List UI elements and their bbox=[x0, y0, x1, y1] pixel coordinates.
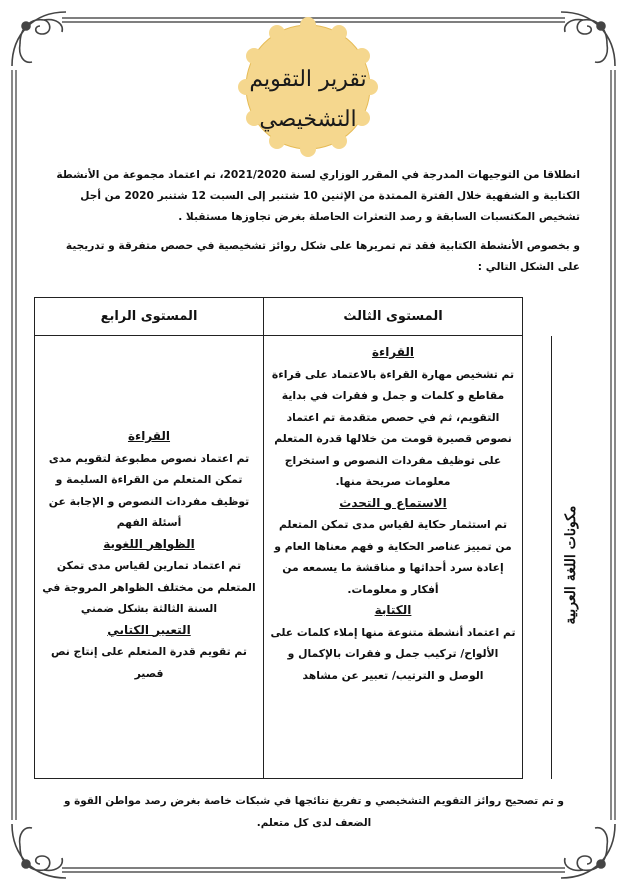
level3-writing-text: تم اعتماد أنشطة متنوعة منها إملاء كلمات على الألواح/ تركيب جمل و فقرات بالإكمال و الوصل و الترتيب/ تعبير عن مشاهد bbox=[270, 625, 516, 682]
level3-cell bbox=[264, 336, 523, 779]
level4-cell bbox=[35, 336, 264, 779]
intro-paragraph-1: انطلاقا من التوجيهات المدرجة في المقرر الوزاري لسنة 2021/2020، تم اعتماد مجموعة من الأنشطة الكتابية و الشفهية خلال الفترة الممتدة من الإثنين 10 شتنبر إلى السبت 12 شتنبر 2020 من أجل تشخيص المكتسبات السابقة و رصد التعثرات الحاصلة بغرض تجاوزها مستقبلا . bbox=[56, 169, 580, 223]
level3-header: المستوى الثالث bbox=[264, 298, 523, 336]
level3-listening-text: تم استثمار حكاية لقياس مدى تمكن المتعلم من تمييز عناصر الحكاية و فهم معناها العام و إعادة سرد أحداثها و مناقشة ما يسمعه من أفكار و معلومات. bbox=[274, 518, 512, 596]
ornament-top-left-icon bbox=[4, 4, 74, 74]
level4-reading-title: القراءة bbox=[127, 429, 171, 443]
table-body-row bbox=[35, 336, 552, 779]
table-header-row bbox=[35, 298, 552, 336]
side-label bbox=[556, 470, 586, 660]
level3-writing-title: الكتابة bbox=[374, 603, 412, 617]
level3-listening-title: الاستماع و التحدث bbox=[339, 495, 447, 510]
level4-reading-text: تم اعتماد نصوص مطبوعة لتقويم مدى تمكن المتعلم من القراءة السليمة و توظيف مفردات النصوص و الإجابة عن أسئلة الفهم bbox=[48, 451, 250, 529]
level3-reading-title: القراءة bbox=[371, 345, 415, 359]
table-header-spacer bbox=[523, 298, 552, 336]
side-label-cell bbox=[523, 336, 552, 779]
level4-phenomena-text: تم اعتماد تمارين لقياس مدى تمكن المتعلم من مختلف الظواهر المروجة في السنة الثالثة بشكل ضمني bbox=[42, 559, 256, 615]
level3-reading-text: تم تشخيص مهارة القراءة بالاعتماد على قراءة مقاطع و كلمات و جمل و فقرات في بداية التقويم، ثم في حصص متقدمة تم اعتماد نصوص قصيرة قومت من خلالها قدرة المتعلم على توظيف مفردات النصوص و استخراج معلومات صريحة منها. bbox=[271, 367, 515, 488]
footer-note: و تم تصحيح روائز التقويم التشخيصي و تفريغ نتائجها في شبكات خاصة بغرض رصد مواطن القوة و الضعف لدى كل متعلم. bbox=[64, 795, 564, 829]
intro-paragraph-2: و بخصوص الأنشطة الكتابية فقد تم تمريرها على شكل روائز تشخيصية في حصص متفرقة و تدريجية على الشكل التالي : bbox=[65, 240, 580, 273]
side-label-text: مكونات اللغة العربية bbox=[563, 505, 579, 625]
page-title-line1: تقرير التقويم bbox=[249, 67, 367, 92]
intro-section bbox=[48, 165, 580, 286]
level4-header: المستوى الرابع bbox=[35, 298, 264, 336]
level4-phenomena-title: الظواهر اللغوية bbox=[103, 536, 195, 551]
assessment-table bbox=[34, 297, 552, 779]
page-title bbox=[237, 60, 379, 140]
page-title-line2: التشخيصي bbox=[259, 107, 357, 132]
level4-expression-text: تم تقويم قدرة المتعلم على إنتاج نص قصير bbox=[51, 645, 247, 680]
ornament-top-right-icon bbox=[553, 4, 623, 74]
level4-expression-title: التعبير الكتابي bbox=[107, 622, 191, 637]
